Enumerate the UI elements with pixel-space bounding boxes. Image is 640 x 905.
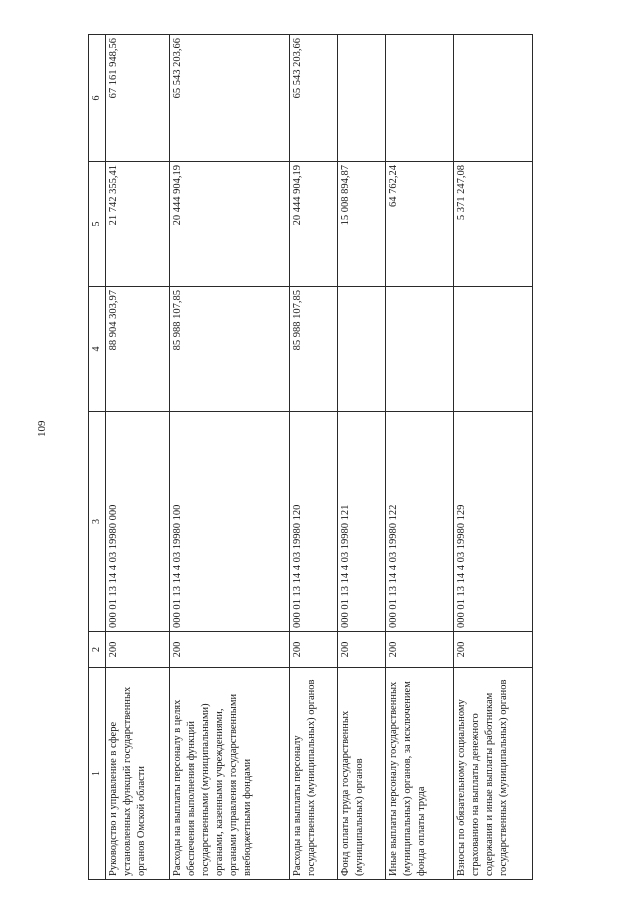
row-name: Иные выплаты персоналу государственных (муниципальных) органов, за исключением фонда оплаты труда bbox=[385, 668, 453, 880]
table-row bbox=[289, 35, 337, 880]
table-row bbox=[385, 35, 453, 880]
row-code: 000 01 13 14 4 03 19980 129 bbox=[453, 412, 532, 632]
table-row bbox=[105, 35, 169, 880]
row-col6 bbox=[453, 35, 532, 162]
budget-table bbox=[88, 34, 533, 880]
header-col-6: 6 bbox=[89, 35, 106, 162]
header-col-3: 3 bbox=[89, 412, 106, 632]
row-col6: 65 543 203,66 bbox=[289, 35, 337, 162]
row-name: Расходы на выплаты персоналу в целях обеспечения выполнения функций государственными (муниципальными) органами, казенными учреждениями, органами управления государственными внебюджетными фондами bbox=[169, 668, 289, 880]
table-row bbox=[169, 35, 289, 880]
row-col5: 20 444 904,19 bbox=[169, 162, 289, 287]
row-col6 bbox=[337, 35, 385, 162]
row-name: Руководство и управление в сфере установленных функций государственных органов Омской области bbox=[105, 668, 169, 880]
row-code: 000 01 13 14 4 03 19980 121 bbox=[337, 412, 385, 632]
row-col4: 88 904 303,97 bbox=[105, 287, 169, 412]
row-name: Фонд оплаты труда государственных (муниципальных) органов bbox=[337, 668, 385, 880]
table-row bbox=[453, 35, 532, 880]
rotated-table-container bbox=[88, 35, 529, 880]
row-col4: 85 988 107,85 bbox=[169, 287, 289, 412]
header-col-4: 4 bbox=[89, 287, 106, 412]
row-col2: 200 bbox=[169, 632, 289, 668]
row-code: 000 01 13 14 4 03 19980 000 bbox=[105, 412, 169, 632]
row-col5: 64 762,24 bbox=[385, 162, 453, 287]
row-col2: 200 bbox=[337, 632, 385, 668]
row-col6 bbox=[385, 35, 453, 162]
row-code: 000 01 13 14 4 03 19980 122 bbox=[385, 412, 453, 632]
page-number: 109 bbox=[36, 420, 48, 437]
row-col4 bbox=[385, 287, 453, 412]
row-col5: 20 444 904,19 bbox=[289, 162, 337, 287]
row-col5: 21 742 355,41 bbox=[105, 162, 169, 287]
row-col2: 200 bbox=[289, 632, 337, 668]
row-code: 000 01 13 14 4 03 19980 120 bbox=[289, 412, 337, 632]
table-row bbox=[337, 35, 385, 880]
row-name: Взносы по обязательному социальному страхованию на выплаты денежного содержания и иные выплаты работникам государственных (муниципальных) органов bbox=[453, 668, 532, 880]
row-code: 000 01 13 14 4 03 19980 100 bbox=[169, 412, 289, 632]
header-col-5: 5 bbox=[89, 162, 106, 287]
row-col5: 5 371 247,08 bbox=[453, 162, 532, 287]
row-col4: 85 988 107,85 bbox=[289, 287, 337, 412]
header-col-1: 1 bbox=[89, 668, 106, 880]
row-name: Расходы на выплаты персоналу государственных (муниципальных) органов bbox=[289, 668, 337, 880]
row-col2: 200 bbox=[385, 632, 453, 668]
header-col-2: 2 bbox=[89, 632, 106, 668]
row-col5: 15 008 894,87 bbox=[337, 162, 385, 287]
row-col6: 65 543 203,66 bbox=[169, 35, 289, 162]
row-col6: 67 161 948,56 bbox=[105, 35, 169, 162]
row-col4 bbox=[453, 287, 532, 412]
row-col4 bbox=[337, 287, 385, 412]
row-col2: 200 bbox=[105, 632, 169, 668]
header-row bbox=[89, 35, 106, 880]
row-col2: 200 bbox=[453, 632, 532, 668]
